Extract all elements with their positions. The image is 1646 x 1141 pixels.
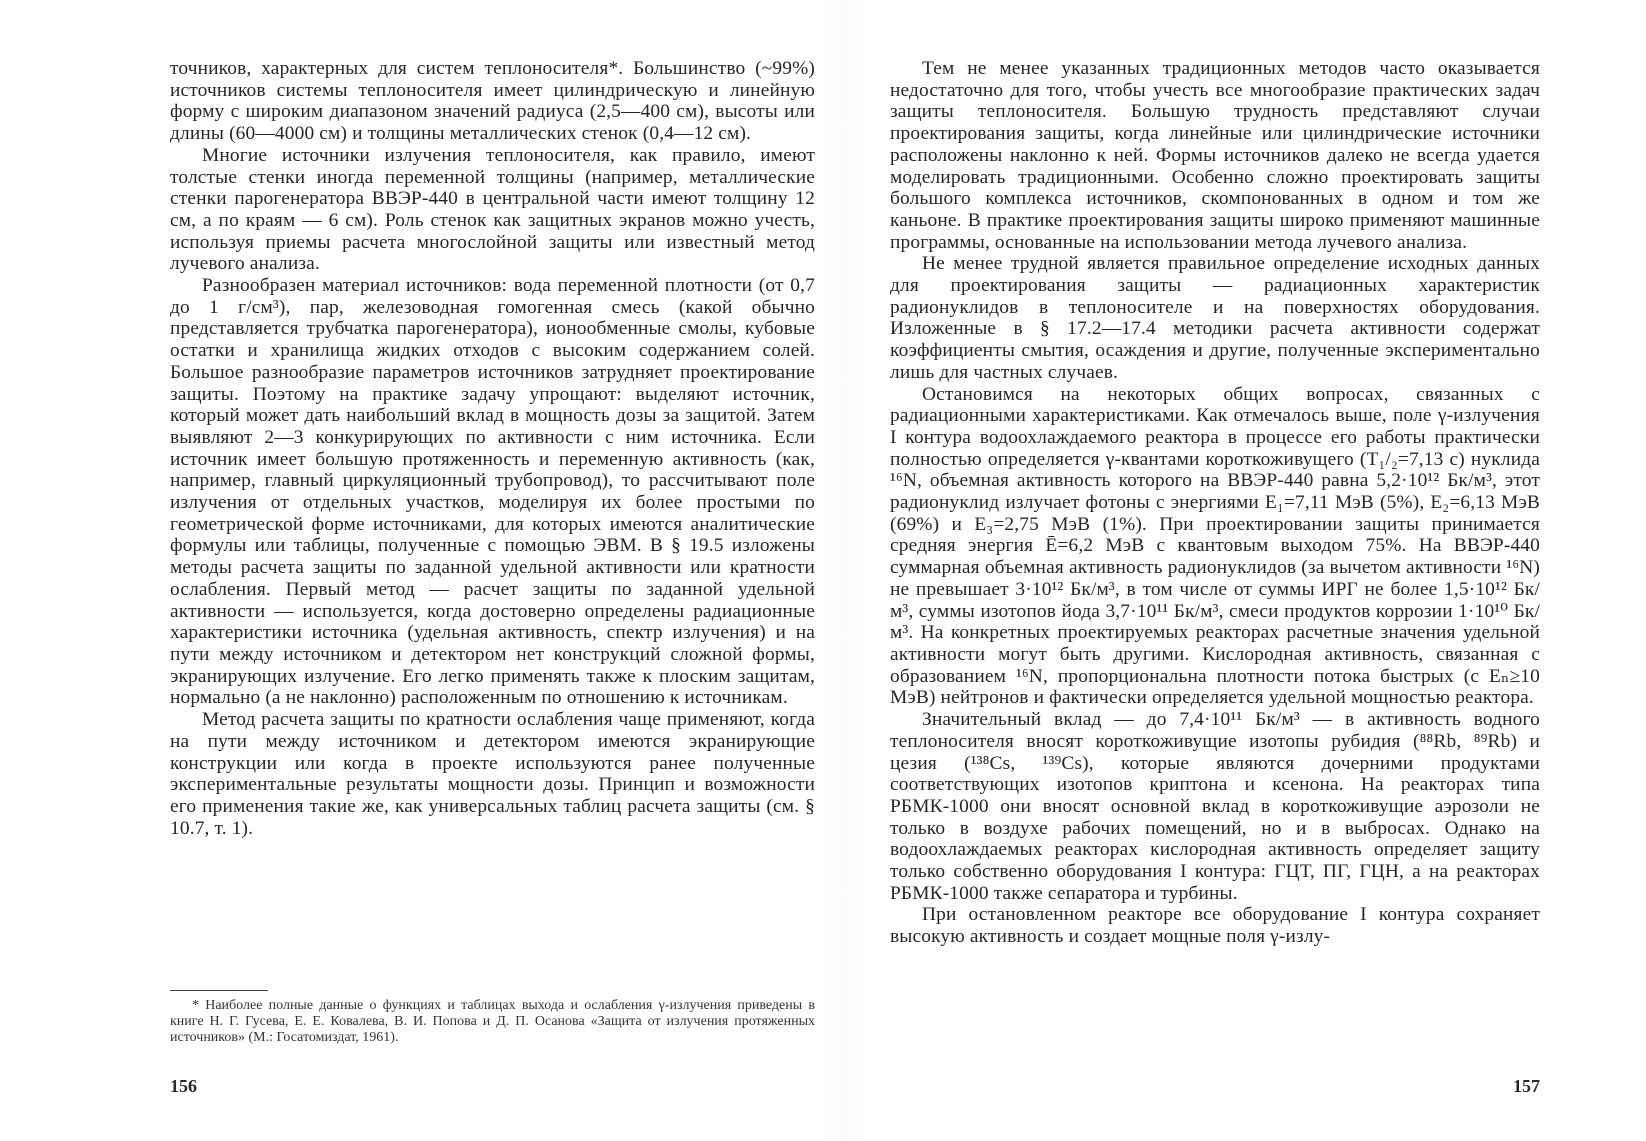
right-paragraph-5: При остановленном реакторе все оборудование I контура сохраняет высокую активность и создает мощные поля γ-излу- — [890, 904, 1540, 948]
book-binding — [820, 0, 870, 1141]
left-paragraph-2: Многие источники излучения теплоносителя, как правило, имеют толстые стенки иногда переменной толщины (например, металлические стенки парогенератора ВВЭР-440 в центральной части имеют толщину 12 см, а по краям — 6 см). Роль стенок как защитных экранов можно учесть, используя приемы расчета многослойной защиты или известный метод лучевого анализа. — [170, 144, 815, 275]
right-paragraph-3: Остановимся на некоторых общих вопросах, связанных с радиационными характеристиками. Как отмечалось выше, поле γ-излучения I контура водоохлаждаемого реактора в процессе его работы практически полностью определяется γ-квантами короткоживущего (T₁/₂=7,13 с) нуклида ¹⁶N, объемная активность которого на ВВЭР-440 равна 5,2·10¹² Бк/м³, этот радионуклид излучает фотоны с энергиями E₁=7,11 МэВ (5%), E₂=6,13 МэВ (69%) и E₃=2,75 МэВ (1%). При проектировании защиты принимается средняя энергия Ē=6,2 МэВ с квантовым выходом 75%. На ВВЭР-440 суммарная объемная активность радионуклидов (за вычетом активности ¹⁶N) не превышает 3·10¹² Бк/м³, в том числе от суммы ИРГ не более 1,5·10¹² Бк/м³, суммы изотопов йода 3,7·10¹¹ Бк/м³, смеси продуктов коррозии 1·10¹⁰ Бк/м³. На конкретных проектируемых реакторах расчетные значения удельной активности могут быть другими. Кислородная активность, связанная с образованием ¹⁶N, пропорциональна плотности потока быстрых (с Eₙ≥10 МэВ) нейтронов и фактически определяется удельной мощностью реактора. — [890, 383, 1540, 709]
left-paragraph-1: точников, характерных для систем теплоносителя*. Большинство (~99%) источников системы теплоносителя имеет цилиндрическую и линейную форму с широким диапазоном значений радиуса (2,5—400 см), высоты или длины (60—4000 см) и толщины металлических стенок (0,4—12 см). — [170, 58, 815, 145]
footnote-rule — [170, 990, 268, 991]
right-page-body — [890, 58, 1540, 1096]
footnote: * Наиболее полные данные о функциях и таблицах выхода и ослабления γ-излучения приведены в книге Н. Г. Гусева, Е. Е. Ковалева, В. И. Попова и Д. П. Осанова «Защита от излучения протяженных источников» (М.: Госатомиздат, 1961). — [170, 998, 815, 1046]
page-number-right: 157 — [1513, 1076, 1540, 1096]
left-page-body — [170, 58, 815, 1096]
right-paragraph-4: Значительный вклад — до 7,4·10¹¹ Бк/м³ — в активность водного теплоносителя вносят короткоживущие изотопы рубидия (⁸⁸Rb, ⁸⁹Rb) и цезия (¹³⁸Cs, ¹³⁹Cs), которые являются дочерними продуктами соответствующих изотопов криптона и ксенона. На реакторах типа РБМК-1000 они вносят основной вклад в короткоживущие аэрозоли не только в воздухе рабочих помещений, но и в выбросах. Однако на водоохлаждаемых реакторах кислородная активность определяет защиту только собственно оборудования I контура: ГЦТ, ПГ, ГЦН, а на реакторах РБМК-1000 также сепаратора и турбины. — [890, 709, 1540, 904]
page-number-left: 156 — [170, 1076, 197, 1096]
right-paragraph-1: Тем не менее указанных традиционных методов часто оказывается недостаточно для того, чтобы учесть все многообразие практических задач защиты теплоносителя. Большую трудность представляют случаи проектирования защиты, когда линейные или цилиндрические источники расположены наклонно к ней. Формы источников далеко не всегда удается моделировать традиционными. Особенно сложно проектировать защиты большого комплекса источников, скомпонованных в одном и том же каньоне. В практике проектирования защиты широко применяют машинные программы, основанные на использовании метода лучевого анализа. — [890, 58, 1540, 253]
left-paragraph-4: Метод расчета защиты по кратности ослабления чаще применяют, когда на пути между источником и детектором имеются экранирующие конструкции или когда в проекте используются ранее полученные экспериментальные результаты мощности дозы. Принцип и возможности его применения такие же, как универсальных таблиц расчета защиты (см. § 10.7, т. 1). — [170, 709, 815, 839]
left-paragraph-3: Разнообразен материал источников: вода переменной плотности (от 0,7 до 1 г/см³), пар, железоводная гомогенная смесь (какой обычно представляется трубчатка парогенератора), ионообменные смолы, кубовые остатки и хранилища жидких отходов с высоким содержанием солей. Большое разнообразие параметров источников затрудняет проектирование защиты. Поэтому на практике задачу упрощают: выделяют источник, который может дать наибольший вклад в мощность дозы за защитой. Затем выявляют 2—3 конкурирующих по активности с ним источника. Если источник имеет большую протяженность и переменную активность (как, например, главный циркуляционный трубопровод), то рассчитывают поле излучения от отдельных участков, моделируя их более простыми по геометрической форме источниками, для которых имеются аналитические формулы или таблицы, полученные с помощью ЭВМ. В § 19.5 изложены методы расчета защиты по заданной удельной активности или кратности ослабления. Первый метод — расчет защиты по заданной удельной активности — используется, когда достоверно определены радиационные характеристики источника (удельная активность, спектр излучения) и на пути между источником и детектором нет конструкций сложной формы, экранирующих излучение. Его легко применять также к плоским защитам, нормально (а не наклонно) расположенным по отношению к источникам. — [170, 275, 815, 709]
right-paragraph-2: Не менее трудной является правильное определение исходных данных для проектирования защиты — радиационных характеристик радионуклидов в теплоносителе и на поверхностях оборудования. Изложенные в § 17.2—17.4 методики расчета активности содержат коэффициенты смытия, осаждения и другие, полученные экспериментально лишь для частных случаев. — [890, 253, 1540, 383]
left-page — [170, 58, 815, 1096]
right-page — [890, 58, 1540, 1096]
